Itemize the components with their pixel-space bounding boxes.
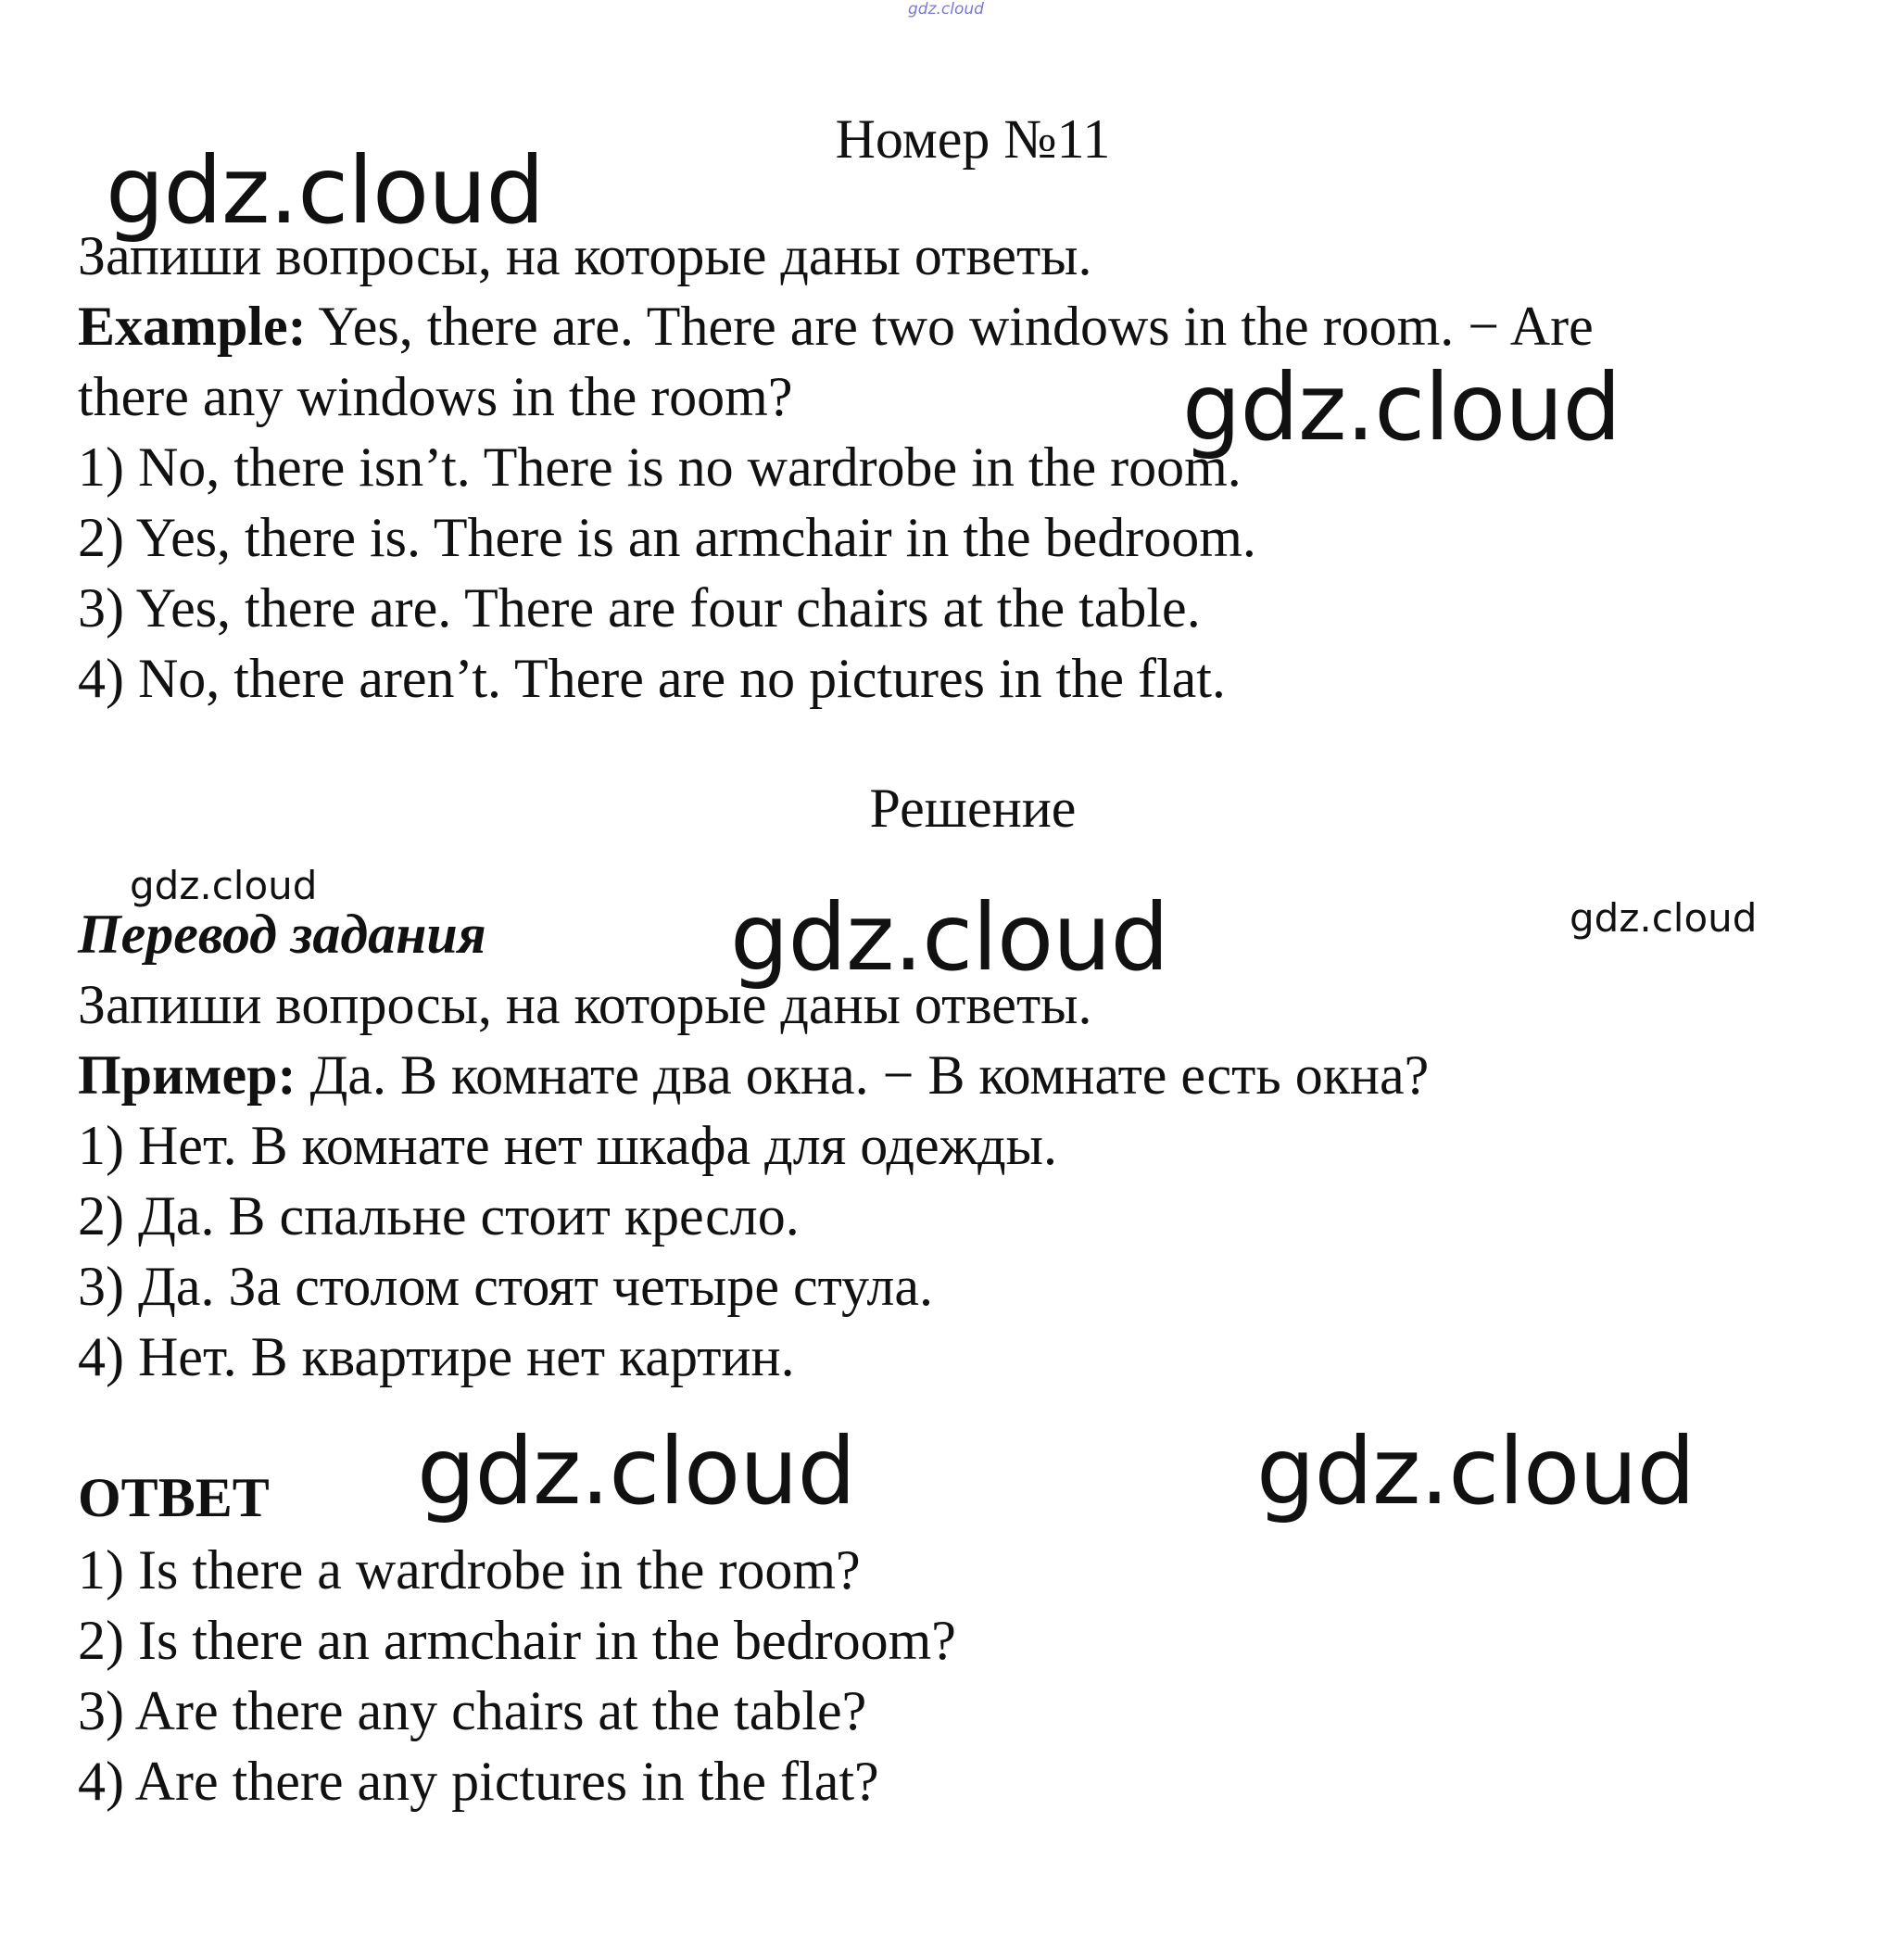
answer-heading: ОТВЕТ <box>78 1467 270 1528</box>
translation-item: 3) Да. За столом стоят четыре стула. <box>78 1256 933 1317</box>
task-item: 2) Yes, there is. There is an armchair in the bedroom. <box>78 507 1256 568</box>
watermark: gdz.cloud <box>1182 353 1621 462</box>
answer-item: 2) Is there an armchair in the bedroom? <box>78 1610 956 1671</box>
watermark: gdz.cloud <box>106 136 545 245</box>
answer-item: 1) Is there a wardrobe in the room? <box>78 1539 861 1601</box>
answer-item: 3) Are there any chairs at the table? <box>78 1680 867 1741</box>
task-item: 1) No, there isn’t. There is no wardrobe in the room. <box>78 437 1242 498</box>
translation-example-label: Пример: <box>78 1044 296 1106</box>
translation-item: 2) Да. В спальне стоит кресло. <box>78 1185 800 1246</box>
translation-item: 1) Нет. В комнате нет шкафа для одежды. <box>78 1115 1057 1176</box>
example-label: Example: <box>78 296 307 357</box>
translation-instruction: Запиши вопросы, на которые даны ответы. <box>78 974 1092 1035</box>
watermark-top: gdz.cloud <box>908 0 984 19</box>
translation-item: 4) Нет. В квартире нет картин. <box>78 1326 795 1387</box>
task-example <box>78 291 1594 361</box>
watermark: gdz.cloud <box>730 883 1169 992</box>
example-text: Yes, there are. There are two windows in the room. − Are <box>306 296 1594 357</box>
task-item: 3) Yes, there are. There are four chairs at the table. <box>78 577 1201 639</box>
watermark: gdz.cloud <box>1256 1417 1696 1525</box>
answer-item: 4) Are there any pictures in the flat? <box>78 1751 879 1812</box>
solution-heading: Решение <box>869 778 1077 839</box>
translation-heading: Перевод задания <box>78 904 486 965</box>
task-item: 4) No, there aren’t. There are no pictures in the flat. <box>78 648 1226 709</box>
task-instruction: Запиши вопросы, на которые даны ответы. <box>78 225 1092 286</box>
page-title: Номер №11 <box>835 108 1111 170</box>
watermark: gdz.cloud <box>1570 895 1758 941</box>
task-example-continued: there any windows in the room? <box>78 366 793 427</box>
translation-example-text: Да. В комнате два окна. − В комнате есть окна? <box>296 1044 1430 1106</box>
watermark: gdz.cloud <box>130 863 318 908</box>
translation-example <box>78 1040 1429 1110</box>
watermark: gdz.cloud <box>417 1417 856 1525</box>
